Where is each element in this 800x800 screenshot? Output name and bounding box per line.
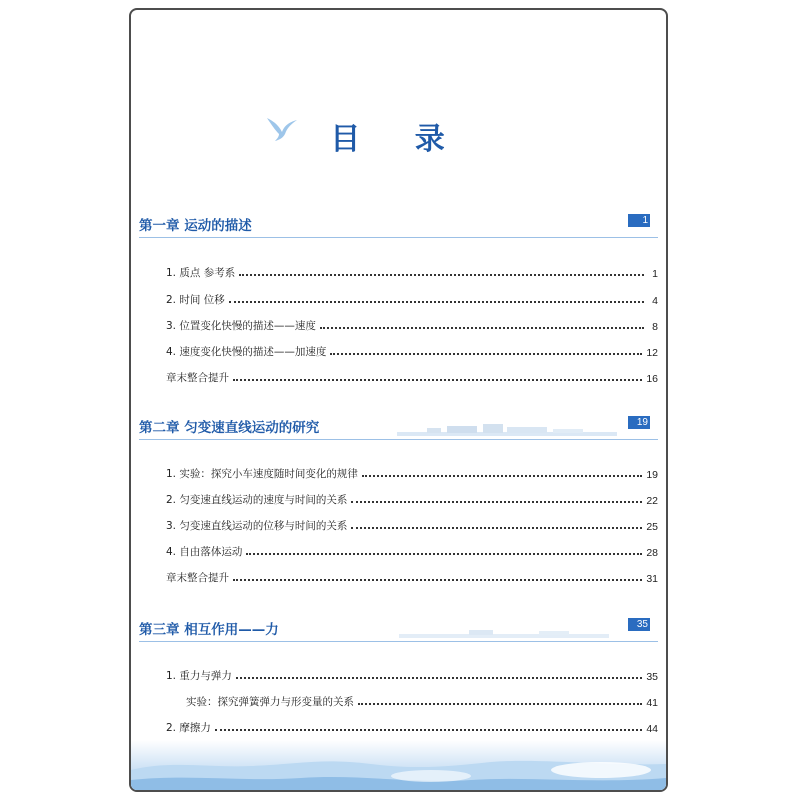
toc-entry-label: 2. 摩擦力 (166, 722, 211, 734)
toc-entry[interactable] (166, 665, 658, 683)
toc-entry-label: 实验：探究弹簧弹力与形变量的关系 (186, 696, 354, 708)
chapter-heading-1[interactable] (139, 212, 658, 238)
toc-entry-label: 章末整合提升 (166, 572, 229, 584)
toc-entry[interactable] (166, 262, 658, 280)
toc-entry-label: 2. 时间 位移 (166, 294, 225, 306)
chapter-page-badge: 19 (628, 416, 650, 429)
toc-entry-label: 2. 匀变速直线运动的速度与时间的关系 (166, 494, 348, 506)
toc-entry[interactable] (166, 341, 658, 359)
chapter-rule (139, 237, 658, 238)
skyline-decoration (397, 422, 617, 436)
toc-entry[interactable] (166, 367, 658, 385)
chapter-label: 第一章 运动的描述 (139, 218, 252, 234)
toc-entry-page: 19 (646, 469, 658, 481)
toc-entry-page: 4 (652, 295, 658, 307)
leader-dots (239, 274, 644, 276)
leader-dots (233, 579, 642, 581)
toc-entry-page: 28 (646, 547, 658, 559)
toc-entry-page: 35 (646, 671, 658, 683)
toc-entry-label: 3. 位置变化快慢的描述——速度 (166, 320, 316, 332)
chapter-rule (139, 439, 658, 440)
toc-entry-label: 1. 质点 参考系 (166, 267, 236, 279)
toc-entry-page: 8 (652, 321, 658, 333)
leader-dots (362, 475, 642, 477)
chapter-heading-2[interactable] (139, 414, 658, 440)
leader-dots (358, 703, 642, 705)
chapter-page-badge: 1 (628, 214, 650, 227)
leader-dots (229, 301, 644, 303)
leader-dots (320, 327, 644, 329)
toc-entry-label: 4. 自由落体运动 (166, 546, 243, 558)
toc-entry-page: 12 (646, 347, 658, 359)
leader-dots (330, 353, 642, 355)
toc-entry-label: 1. 重力与弹力 (166, 670, 232, 682)
page-frame (129, 8, 668, 792)
toc-entry-label: 1. 实验：探究小车速度随时间变化的规律 (166, 468, 358, 480)
sky-cloud-decoration (131, 740, 666, 790)
toc-entry[interactable] (166, 315, 658, 333)
chapter-page-badge: 35 (628, 618, 650, 631)
toc-entry-label: 4. 速度变化快慢的描述——加速度 (166, 346, 327, 358)
toc-entry[interactable] (186, 691, 658, 709)
leader-dots (236, 677, 642, 679)
chapter-label: 第三章 相互作用——力 (139, 622, 279, 638)
toc-entry[interactable] (166, 541, 658, 559)
toc-entry-page: 31 (646, 573, 658, 585)
toc-entry-page: 22 (646, 495, 658, 507)
toc-entry[interactable] (166, 515, 658, 533)
leader-dots (233, 379, 642, 381)
toc-entry[interactable] (166, 289, 658, 307)
leader-dots (351, 527, 642, 529)
leader-dots (351, 501, 642, 503)
skyline-decoration (399, 624, 609, 638)
toc-entry-label: 章末整合提升 (166, 372, 229, 384)
toc-entry-page: 16 (646, 373, 658, 385)
toc-entry-page: 25 (646, 521, 658, 533)
toc-entry-label: 3. 匀变速直线运动的位移与时间的关系 (166, 520, 348, 532)
leader-dots (215, 729, 642, 731)
page-title: 目 录 (330, 122, 467, 157)
leader-dots (246, 553, 642, 555)
chapter-label: 第二章 匀变速直线运动的研究 (139, 420, 320, 436)
chapter-rule (139, 641, 658, 642)
toc-entry[interactable] (166, 717, 658, 735)
toc-entry-page: 41 (646, 697, 658, 709)
toc-entry[interactable] (166, 489, 658, 507)
toc-entry-page: 1 (652, 268, 658, 280)
toc-entry[interactable] (166, 567, 658, 585)
chapter-heading-3[interactable] (139, 616, 658, 642)
toc-entry-page: 44 (646, 723, 658, 735)
toc-entry[interactable] (166, 463, 658, 481)
